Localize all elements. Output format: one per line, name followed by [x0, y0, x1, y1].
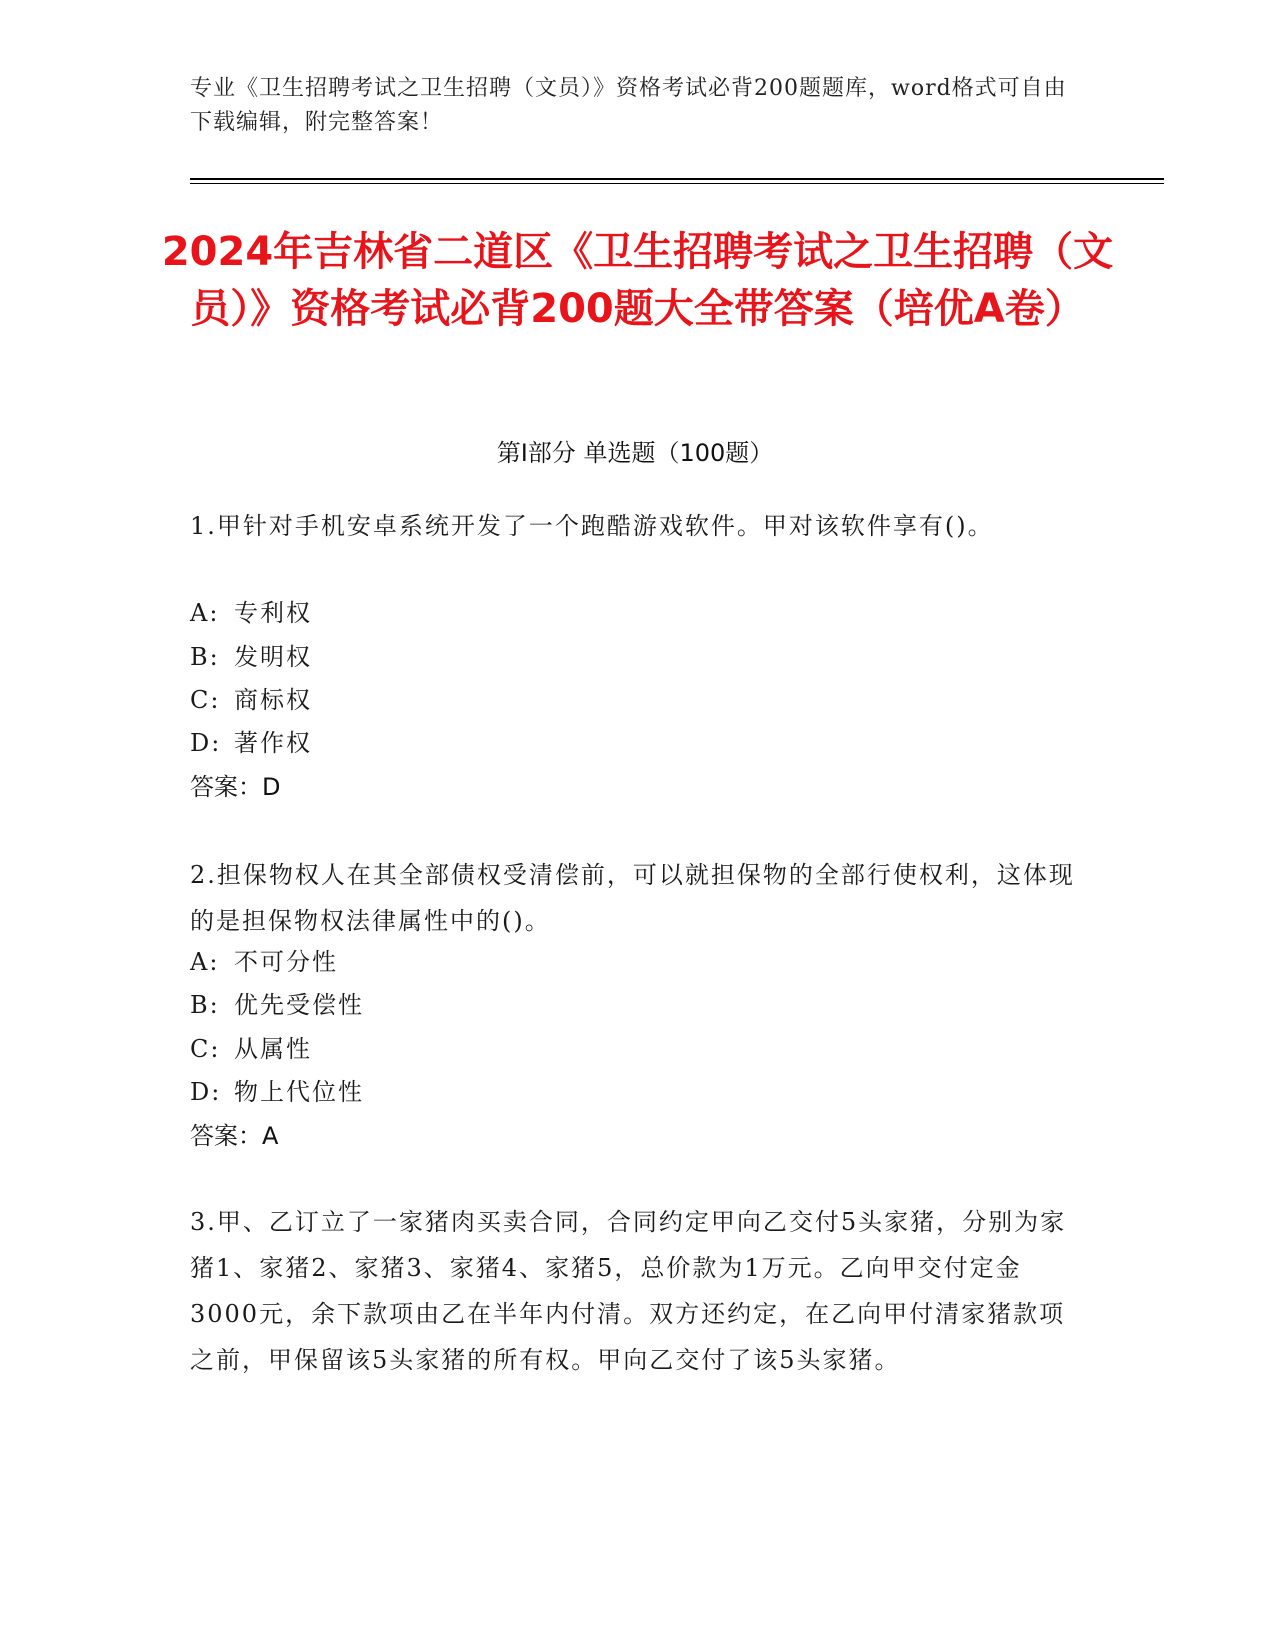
header-divider-thick [190, 178, 1164, 180]
option-text: 著作权 [234, 729, 312, 757]
option-letter: C: [190, 686, 221, 714]
question-2-option-c [190, 1026, 312, 1072]
question-2-option-d [190, 1069, 364, 1115]
section-title: 第Ⅰ部分 单选题（100题） [496, 439, 774, 467]
question-1-option-b [190, 634, 312, 680]
option-text: 从属性 [234, 1035, 312, 1063]
option-letter: D: [190, 729, 222, 757]
option-letter: A: [190, 948, 220, 976]
question-1-text: 1.甲针对手机安卓系统开发了一个跑酷游戏软件。甲对该软件享有()。 [190, 512, 994, 540]
question-1-option-a [190, 590, 312, 636]
question-2-option-a [190, 939, 338, 985]
option-text: 物上代位性 [234, 1078, 364, 1106]
option-text: 不可分性 [234, 948, 338, 976]
option-text: 优先受偿性 [234, 991, 364, 1019]
document-title: 2024年吉林省二道区《卫生招聘考试之卫生招聘（文员）》资格考试必背200题大全带答案（培优A卷） [161, 229, 1114, 332]
option-letter: D: [190, 1078, 222, 1106]
option-text: 发明权 [234, 643, 312, 671]
header-note: 专业《卫生招聘考试之卫生招聘（文员）》资格考试必背200题题库，word格式可自由下载编辑，附完整答案！ [190, 76, 1067, 135]
option-letter: B: [190, 991, 220, 1019]
question-1-option-c [190, 677, 312, 723]
option-letter: B: [190, 643, 220, 671]
question-3-text: 3.甲、乙订立了一家猪肉买卖合同，合同约定甲向乙交付5头家猪，分别为家猪1、家猪2、家猪3、家猪4、家猪5，总价款为1万元。乙向甲交付定金3000元，余下款项由乙在半年内付清。双方还约定，在乙向甲付清家猪款项之前，甲保留该5头家猪的所有权。甲向乙交付了该5头家猪。 [190, 1208, 1067, 1374]
option-letter: A: [190, 599, 220, 627]
question-2-answer: 答案：A [190, 1122, 279, 1150]
question-1-answer: 答案：D [190, 773, 281, 801]
question-2-option-b [190, 982, 364, 1028]
header-divider-thin [190, 183, 1164, 184]
question-1-option-d [190, 720, 312, 766]
option-letter: C: [190, 1035, 221, 1063]
option-text: 商标权 [234, 686, 312, 714]
question-2-text: 2.担保物权人在其全部债权受清偿前，可以就担保物的全部行使权利，这体现的是担保物权法律属性中的()。 [190, 861, 1075, 935]
option-text: 专利权 [234, 599, 312, 627]
